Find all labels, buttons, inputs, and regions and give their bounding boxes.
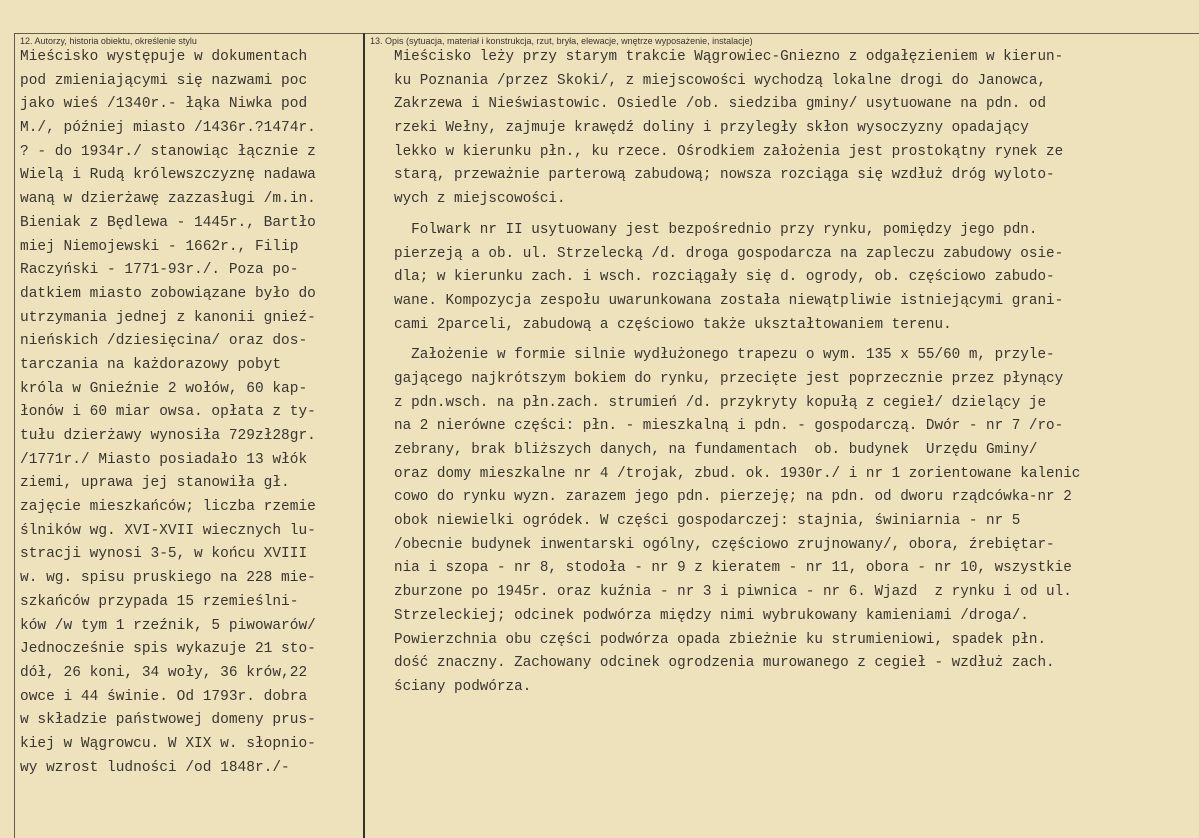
description-text-line: ściany podwórza. — [394, 678, 532, 695]
description-text-line: Mieścisko leży przy starym trakcie Wągrowiec-Gniezno z odgałęzieniem w kierun- — [394, 49, 1064, 65]
description-text-line: zebrany, brak bliższych danych, na fundamentach ob. budynek Urzędu Gminy/ — [394, 442, 1038, 458]
history-text-line: dół, 26 koni, 34 woły, 36 krów,22 — [20, 664, 308, 681]
description-text-line: nia i szopa - nr 8, stodoła - nr 9 z kieratem - nr 11, obora - nr 10, wszystkie — [394, 560, 1072, 577]
history-text-line: w składzie państwowej domeny prus- — [20, 712, 316, 729]
description-text-line: na 2 nierówne części: płn. - mieszkalną i pdn. - gospodarczą. Dwór - nr 7 /ro- — [394, 418, 1064, 435]
left-rule — [14, 33, 15, 838]
description-text-line: lekko w kierunku płn., ku rzece. Ośrodkiem założenia jest prostokątny rynek ze — [394, 143, 1064, 160]
history-text-line: Mieścisko występuje w dokumentach — [20, 49, 308, 65]
history-text-line: Bieniak z Będlewa - 1445r., Bartło — [20, 214, 316, 231]
description-text-line: Zakrzewa i Nieświastowic. Osiedle /ob. siedziba gminy/ usytuowane na pdn. od — [394, 96, 1047, 113]
history-text-line: waną w dzierżawę zazzasługi /m.in. — [20, 191, 316, 208]
history-text-line: ziemi, uprawa jej stanowiła gł. — [20, 475, 290, 492]
description-text-line: Powierzchnia obu części podwórza opada zbieżnie ku strumieniowi, spadek płn. — [394, 631, 1047, 648]
history-text-line: nieńskich /dziesięcina/ oraz dos- — [20, 333, 308, 350]
history-column — [20, 46, 362, 780]
history-text-line: ślników wg. XVI-XVII wiecznych lu- — [20, 522, 316, 539]
description-text-line: Strzeleckiej; odcinek podwórza między nimi wybrukowany kamieniami /droga/. — [394, 607, 1029, 624]
description-text-line: starą, przeważnie parterową zabudową; nowsza rozciąga się wzdłuż dróg wyloto- — [394, 167, 1055, 184]
history-text-line: stracji wynosi 3-5, w końcu XVIII — [20, 546, 308, 563]
history-text-line: króla w Gnieźnie 2 wołów, 60 kap- — [20, 380, 308, 397]
description-text-line: zburzone po 1945r. oraz kuźnia - nr 3 i piwnica - nr 6. Wjazd z rynku i od ul. — [394, 584, 1072, 601]
description-text-line: cowo do rynku wyzn. zarazem jego pdn. pierzeję; na pdn. od dworu rządcówka-nr 2 — [394, 489, 1072, 506]
section-13-header: 13. Opis (sytuacja, materiał i konstrukcja, rzut, bryła, elewacje, wnętrze wyposażenie, instalacje) — [370, 36, 753, 46]
description-text-line: pierzeją a ob. ul. Strzelecką /d. droga gospodarcza na zapleczu zabudowy osie- — [394, 245, 1064, 262]
history-text-line: tarczania na każdorazowy pobyt — [20, 356, 282, 373]
paragraph-gap — [394, 337, 1199, 344]
description-text-line: obok niewielki ogródek. W części gospodarczej: stajnia, świniarnia - nr 5 — [394, 513, 1021, 530]
description-text-line: oraz domy mieszkalne nr 4 /trojak, zbud. ok. 1930r./ i nr 1 zorientowane kalenic — [394, 465, 1081, 482]
description-text-line: Folwark nr II usytuowany jest bezpośrednio przy rynku, pomiędzy jego pdn. — [394, 221, 1038, 238]
history-text-line: w. wg. spisu pruskiego na 228 mie- — [20, 570, 316, 587]
history-text-line: owce i 44 świnie. Od 1793r. dobra — [20, 688, 308, 705]
history-text-line: jako wieś /1340r.- łąka Niwka pod — [20, 96, 308, 113]
history-text-line: łonów i 60 miar owsa. opłata z ty- — [20, 404, 316, 421]
history-text-line: utrzymania jednej z kanonii gnieź- — [20, 309, 316, 326]
history-text-line: pod zmieniającymi się nazwami poc — [20, 72, 308, 89]
section-12-header: 12. Autorzy, historia obiektu, określenie stylu — [20, 36, 197, 46]
description-text-line: z pdn.wsch. na płn.zach. strumień /d. przykryty kopułą z cegieł/ dzielący je — [394, 394, 1047, 411]
description-text-line: gającego najkrótszym bokiem do rynku, przecięte jest poprzecznie przez płynący — [394, 370, 1064, 387]
history-text-line: miej Niemojewski - 1662r., Filip — [20, 238, 299, 255]
history-text-line: ków /w tym 1 rzeźnik, 5 piwowarów/ — [20, 617, 316, 634]
description-text-line: cami 2parceli, zabudową a częściowo także ukształtowaniem terenu. — [394, 316, 952, 333]
top-rule — [14, 33, 1199, 34]
description-text-line: rzeki Wełny, zajmuje krawędź doliny i przyległy skłon wysoczyzny opadający — [394, 120, 1029, 137]
description-text-line: /obecnie budynek inwentarski ogólny, częściowo zrujnowany/, obora, źrebiętar- — [394, 536, 1055, 553]
description-text-line: dla; w kierunku zach. i wsch. rozciągały się d. ogrody, ob. częściowo zabudo- — [394, 269, 1055, 286]
history-text-line: wy wzrost ludności /od 1848r./- — [20, 759, 290, 776]
description-column — [394, 46, 1199, 700]
paragraph-gap — [394, 212, 1199, 219]
history-text-line: ? - do 1934r./ stanowiąc łącznie z — [20, 143, 316, 160]
history-text-line: kiej w Wągrowcu. W XIX w. słopnio- — [20, 735, 316, 752]
history-text-line: Wielą i Rudą królewszczyznę nadawa — [20, 167, 316, 184]
history-text-line: szkańców przypada 15 rzemieślni- — [20, 593, 299, 610]
history-text-line: zajęcie mieszkańców; liczba rzemie — [20, 499, 316, 516]
history-text-line: Raczyński - 1771-93r./. Poza po- — [20, 262, 299, 279]
description-text-line: wane. Kompozycja zespołu uwarunkowana została niewątpliwie istniejącymi grani- — [394, 292, 1064, 309]
description-text-line: ku Poznania /przez Skoki/, z miejscowości wychodzą lokalne drogi do Janowca, — [394, 72, 1047, 89]
description-text-line: dość znaczny. Zachowany odcinek ogrodzenia murowanego z cegieł - wzdłuż zach. — [394, 655, 1055, 672]
history-text-line: tułu dzierżawy wynosiła 729zł28gr. — [20, 428, 316, 444]
history-text-line: /1771r./ Miasto posiadało 13 włók — [20, 451, 308, 468]
history-text-line: M./, później miasto /1436r.?1474r. — [20, 120, 316, 137]
description-text-line: wych z miejscowości. — [394, 191, 566, 208]
description-text-line: Założenie w formie silnie wydłużonego trapezu o wym. 135 x 55/60 m, przyle- — [394, 347, 1055, 364]
column-divider — [363, 33, 365, 838]
history-text-line: datkiem miasto zobowiązane było do — [20, 285, 316, 302]
history-text-line: Jednocześnie spis wykazuje 21 sto- — [20, 641, 316, 658]
